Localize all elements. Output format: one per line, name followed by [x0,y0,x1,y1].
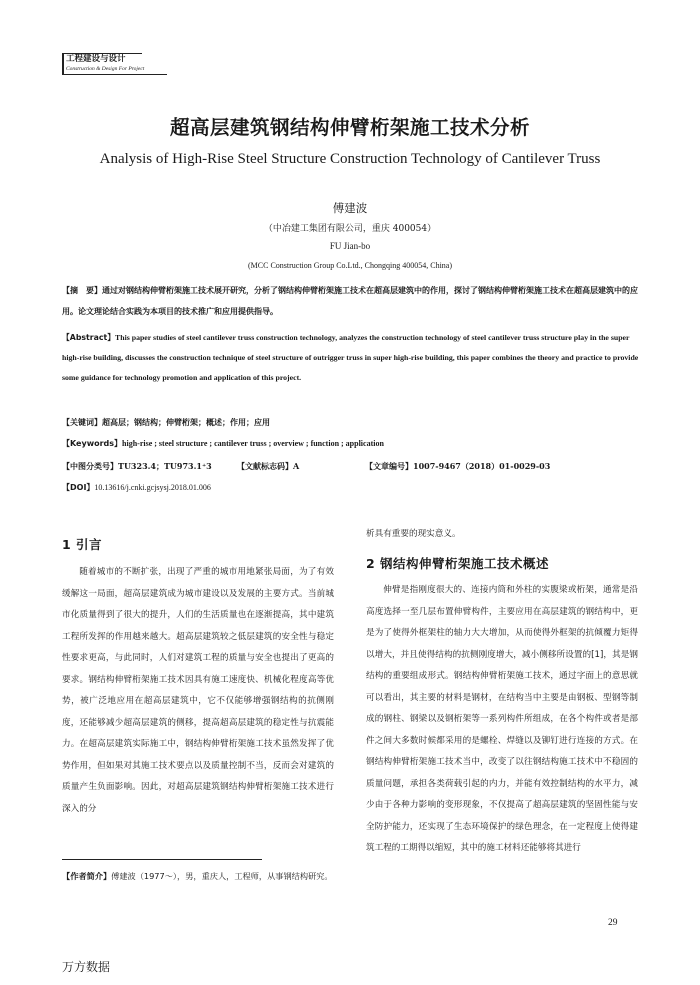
section-1-heading: 1 引言 [62,537,103,552]
doi-line [62,478,642,498]
doc-value: A [293,461,300,471]
affiliation-cn: （中冶建工集团有限公司，重庆 400054） [263,224,437,234]
footnote-text: 傅建波（1977～），男，重庆人，工程师，从事钢结构研究。 [111,871,333,881]
source-watermark: 万方数据 [62,960,111,974]
classification-line [62,456,642,477]
title-en: Analysis of High-Rise Steel Structure Construction Technology of Cantilever Truss [99,151,601,167]
doc-code [237,456,365,477]
author-en: FU Jian-bo [329,241,371,251]
keywords-en-label: 【Keywords】 [62,439,123,448]
keywords-en-text: high-rise ; steel structure ; cantilever truss ; overview ; function ; application [122,439,384,448]
abstract-cn-label: 【摘 要】 [62,286,102,295]
clc-value: TU323.4；TU973.1⁺3 [118,461,212,471]
section-1-continuation: 析具有重要的现实意义。 [366,529,461,539]
footnote-label: 【作者简介】 [62,871,112,881]
abstract-cn [62,280,642,321]
article-value: 1007-9467（2018）01-0029-03 [413,461,551,471]
author-cn: 傅建波 [332,201,368,215]
page-number: 29 [608,918,618,928]
article-number [365,456,550,477]
header-rule-bottom [62,74,167,75]
doi-value: 10.13616/j.cnki.gcjsysj.2018.01.006 [94,483,211,492]
section-1-paragraph: 随着城市的不断扩张，出现了严重的城市用地紧张局面，为了有效缓解这一局面，超高层建筑成为城市建设以及发展的主要方式。当前城市化质量得到了很大的提升，人们的生活质量也在逐渐提高，其中建筑工程所发挥的作用越来越大。超高层建筑较之低层建筑的安全性与稳定性要求更高，与此同时，人们对建筑工程的质量与安全也提出了更高的要求。钢结构伸臂桁架施工技术因具有施工速度快、机械化程度高等优势，被广泛地应用在超高层建筑中，它不仅能够增强钢结构的抗侧刚度，还能够减少超高层建筑的侧移，提高超高层建筑的稳定性与抗震能力。在超高层建筑实际施工中，钢结构伸臂桁架施工技术虽然发挥了优势作用，但如果对其施工技术要点以及质量控制不当，反而会对建筑的质量产生负面影响。因此，对超高层建筑钢结构伸臂桁架施工技术进行深入的分 [62,567,334,814]
abstract-en-label: 【Abstract】 [62,333,116,342]
keywords-cn [62,412,642,433]
doc-label: 【文献标志码】 [237,462,293,471]
journal-name-cn: 工程建设与设计 [66,54,126,64]
journal-name-en: Construction & Design For Project [66,66,145,72]
clc-label: 【中图分类号】 [62,462,118,471]
keywords-cn-text: 超高层；钢结构；伸臂桁架；概述；作用；应用 [102,417,270,427]
section-1-body [62,562,334,820]
header-bar [62,53,64,74]
clc-code [62,456,237,477]
journal-header [62,53,322,73]
header-rule-top [62,53,142,54]
abstract-en [62,328,642,388]
footnote-rule [62,859,262,860]
author-footnote [62,866,334,886]
keywords-en [62,434,642,454]
section-2-paragraph: 伸臂是指刚度很大的、连接内筒和外柱的实腹梁或桁架，通常是沿高度选择一至几层布置伸臂构件，主要应用在高层建筑的钢结构中，更是为了使得外框架柱的轴力大大增加，从而使得外框架的抗倾覆力矩得以增大，并且使得结构的抗侧刚度增大，减小侧移所设置的[1]，其是钢结构的重要组成形式。钢结构伸臂桁架施工技术，通过字面上的意思就可以看出，其主要的材料是钢材，在结构当中主要是由钢板、型钢等制成的钢柱、钢梁以及钢桁架等一系列构件所组成，在各个构件或者是部件之间大多数时候都采用的是螺栓、焊缝以及铆钉进行连接的方式。在钢结构伸臂桁架施工技术当中，改变了以往钢结构施工技术中不稳固的质量问题，承担各类荷载引起的内力，并能有效控制结构的水平力，减少由于各种力影响的变形现象，不仅提高了超高层建筑的坚固性能与安全防护能力，还实现了生态环境保护的绿色理念，在一定程度上使得建筑工程的工期得以缩短，其中的施工材料还能够将其进行 [366,585,638,853]
keywords-cn-label: 【关键词】 [62,418,102,427]
article-label: 【文章编号】 [365,462,413,471]
section-2-body [366,580,638,860]
abstract-cn-text: 通过对钢结构伸臂桁架施工技术展开研究，分析了钢结构伸臂桁架施工技术在超高层建筑中的作用，探讨了钢结构伸臂桁架施工技术在超高层建筑中的应用。论文理论结合实践为本项目的技术推广和应用提供指导。 [62,285,638,316]
title-cn: 超高层建筑钢结构伸臂桁架施工技术分析 [169,116,530,139]
abstract-en-text: This paper studies of steel cantilever truss construction technology, analyzes the construction technology of steel cantilever truss structure play in the super high-rise building, discusses the construction technique of steel structure of outrigger truss in super high-rise building, this paper combines the theory and practice to provide some guidance for technology promotion and application of this project. [62,333,639,382]
affiliation-en: (MCC Construction Group Co.Ltd., Chongqing 400054, China) [248,261,452,270]
doi-label: 【DOI】 [62,483,95,492]
section-2-heading: 2 钢结构伸臂桁架施工技术概述 [366,556,550,571]
